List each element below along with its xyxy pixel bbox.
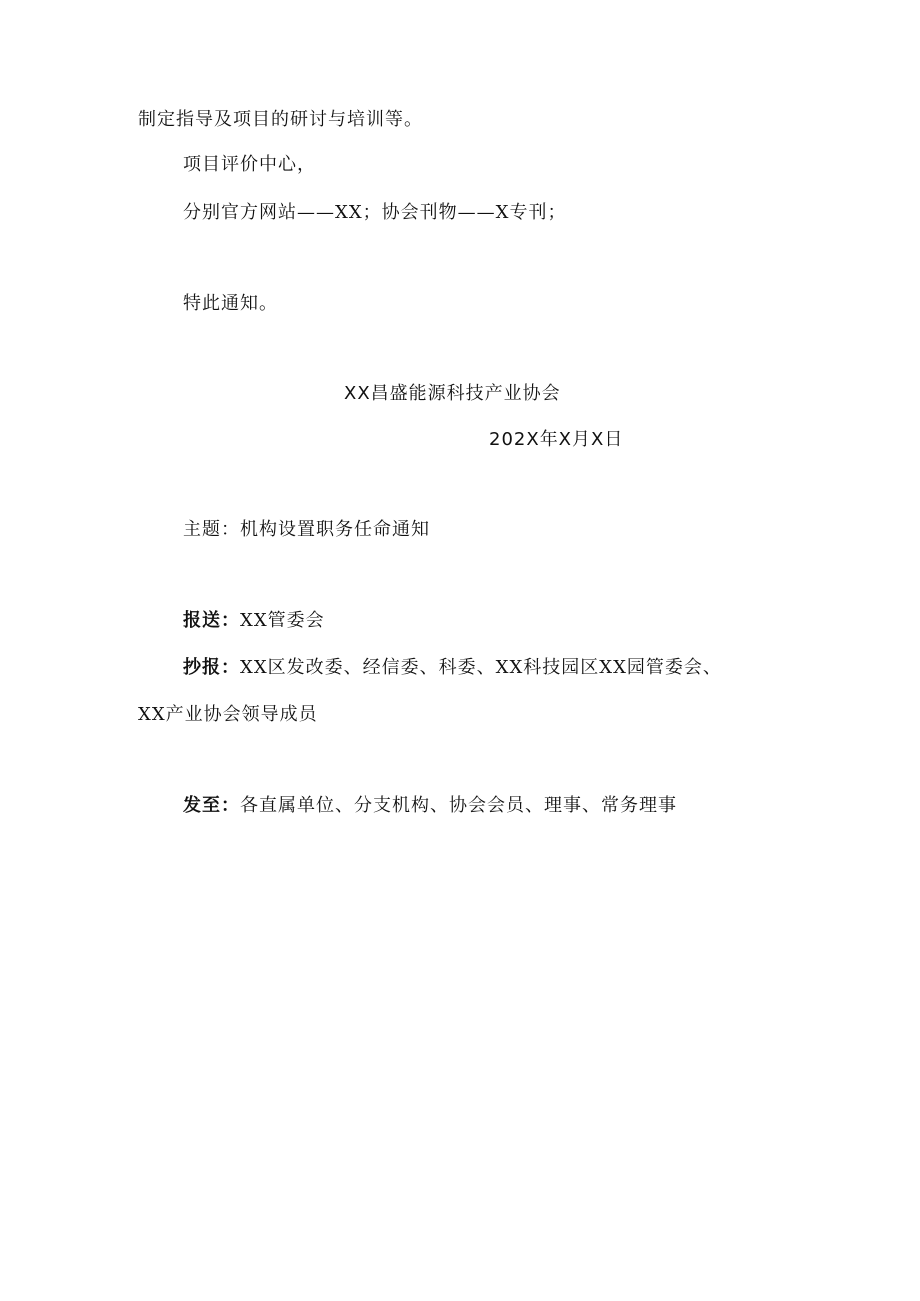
report-to-value: XX管委会 — [240, 610, 325, 631]
copy-to-line — [183, 656, 722, 680]
signature-date: 202X年X月X日 — [489, 429, 624, 450]
report-to-label: 报送： — [183, 610, 240, 631]
closing-line: 特此通知。 — [183, 293, 278, 314]
body-line-2: 项目评价中心， — [183, 154, 316, 175]
body-line-1: 制定指导及项目的研讨与培训等。 — [138, 109, 423, 130]
body-line-3: 分别官方网站——XX；协会刊物——X专刊； — [183, 202, 567, 223]
copy-to-value-line1: XX区发改委、经信委、科委、XX科技园区XX园管委会、 — [240, 657, 722, 678]
subject-line: 主题：机构设置职务任命通知 — [183, 519, 430, 540]
copy-to-label: 抄报： — [183, 657, 240, 678]
send-to-label: 发至： — [183, 795, 240, 816]
signature-organization: XX昌盛能源科技产业协会 — [344, 383, 561, 404]
report-to-line — [183, 609, 325, 633]
send-to-value: 各直属单位、分支机构、协会会员、理事、常务理事 — [240, 795, 677, 816]
send-to-line — [183, 794, 677, 818]
copy-to-continuation-line: XX产业协会领导成员 — [138, 704, 318, 725]
